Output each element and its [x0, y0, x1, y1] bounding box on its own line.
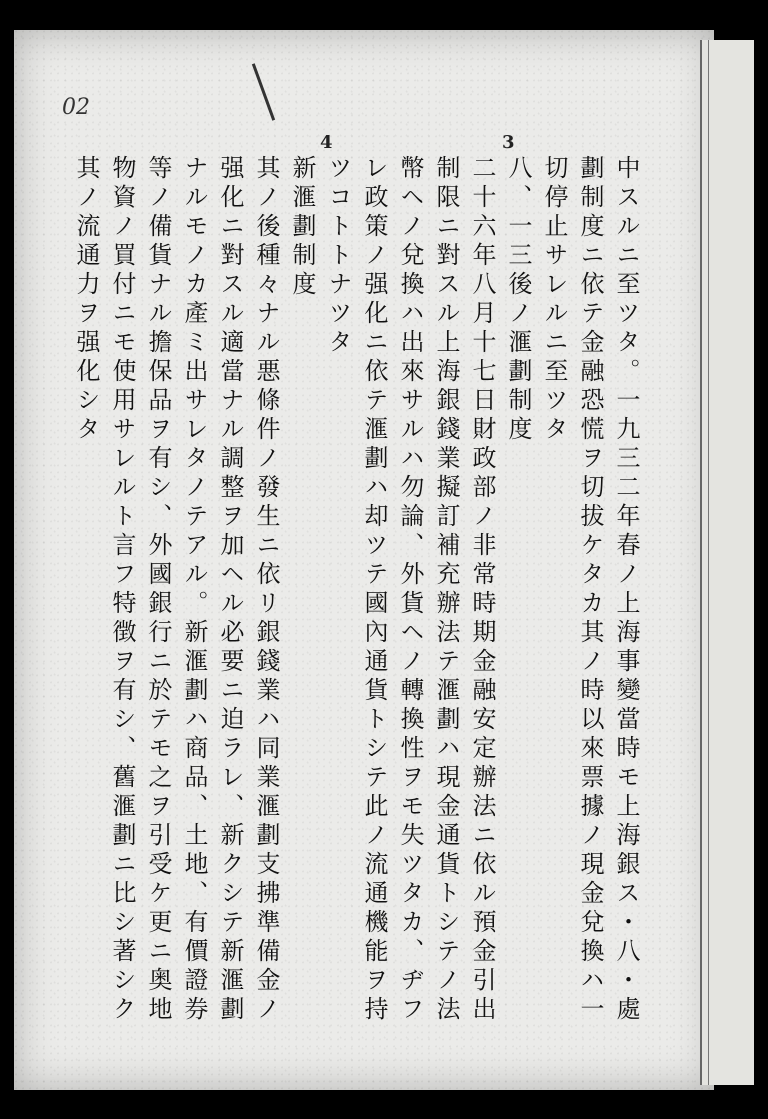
- text-column-16: 其ノ流通力ヲ强化シタ: [72, 155, 100, 445]
- text-column-6: 制限ニ對スル上海銀錢業擬訂補充辦法テ滙劃ハ現金通貨トシテノ法: [432, 155, 460, 1025]
- section-number-3: 3: [502, 132, 515, 153]
- text-column-4: 八、一三後ノ滙劃制度: [504, 155, 532, 445]
- text-column-10: 新滙劃制度: [288, 155, 316, 300]
- text-column-2: 劃制度ニ依テ金融恐慌ヲ切拔ケタカ其ノ時以來票據ノ現金兌換ハ一: [576, 155, 604, 1025]
- text-column-13: ナルモノカ產ミ出サレタノテアル。新滙劃ハ商品、土地、有價證券: [180, 155, 208, 1025]
- section-number-4: 4: [320, 132, 333, 153]
- text-column-14: 等ノ備貨ナル擔保品ヲ有シ、外國銀行ニ於テモ之ヲ引受ケ更ニ奥地: [144, 155, 172, 1025]
- text-column-9: ツコトトナツタ: [324, 155, 352, 358]
- page-edge-strip: [700, 40, 754, 1085]
- text-column-3: 切停止サレルニ至ツタ: [540, 155, 568, 445]
- text-column-5: 二十六年八月十七日財政部ノ非常時期金融安定辦法ニ依ル預金引出: [468, 155, 496, 1025]
- text-column-11: 其ノ後種々ナル悪條件ノ發生ニ依リ銀錢業ハ同業滙劃支拂準備金ノ: [252, 155, 280, 1025]
- text-column-15: 物資ノ買付ニモ使用サレルト言フ特徴ヲ有シ、舊滙劃ニ比シ著シク: [108, 155, 136, 1025]
- text-column-1: 中スルニ至ツタ。一九三二年春ノ上海事變當時モ上海銀ス・八・處: [612, 155, 640, 1025]
- handwritten-page-note: 02: [62, 95, 90, 120]
- text-column-12: 强化ニ對スル適當ナル調整ヲ加ヘル必要ニ迫ラレ、新クシテ新滙劃: [216, 155, 244, 1025]
- text-column-8: レ政策ノ强化ニ依テ滙劃ハ却ツテ國內通貨トシテ此ノ流通機能ヲ持: [360, 155, 388, 1025]
- text-column-7: 幣ヘノ兌換ハ出來サルハ勿論、外貨ヘノ轉換性ヲモ失ツタカ、ヂフ: [396, 155, 424, 1025]
